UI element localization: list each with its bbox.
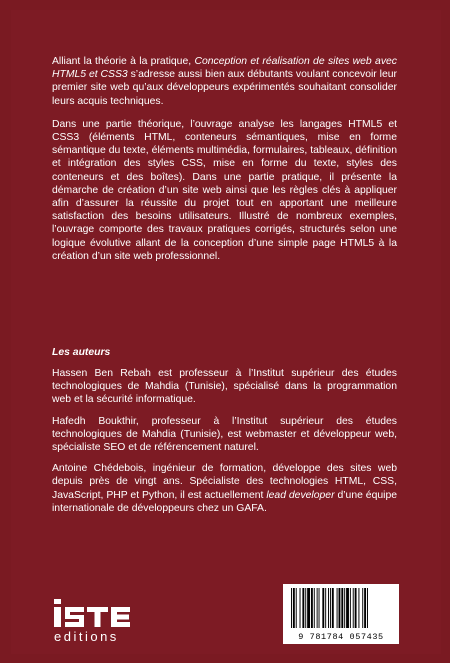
summary-text [52, 55, 397, 273]
summary-paragraph-1: Alliant la théorie à la pratique, Conception et réalisation de sites web avec HTML5 et CSS3 s’adresse aussi bien aux débutants voulant concevoir leur premier site web qu’aux développeurs expérimentés souhaitant consolider leurs acquis techniques. [52, 56, 397, 107]
book-title: Conception et réalisation de sites web avec HTML5 et CSS3 [52, 56, 397, 81]
authors-text [52, 367, 397, 523]
logo-subtitle: editions [54, 629, 119, 644]
barcode-bars [283, 584, 399, 634]
iste-editions-logo [52, 597, 152, 643]
isbn-number: 9 781784 057435 [298, 632, 384, 642]
author-2-bio: Hafedh Boukthir, professeur à l’Institut supérieur des études technologiques de Mahdia (Tunisie), est webmaster et développeur web, spécialiste SEO et de référencement naturel. [52, 415, 397, 454]
authors-heading: Les auteurs [52, 347, 111, 358]
isbn-barcode [283, 584, 399, 644]
author-3-bio: Antoine Chédebois, ingénieur de formation, développe des sites web depuis près de vingt ans. Spécialiste des technologies HTML, CSS, JavaScript, PHP et Python, il est actuellement lead developer d’une équipe internationale de développeurs chez un GAFA. [52, 463, 397, 514]
author-1-bio: Hassen Ben Rebah est professeur à l’Institut supérieur des études technologiques de Mahdia (Tunisie), spécialisé dans la programmation web et la sécurité informatique. [52, 368, 397, 406]
summary-paragraph-2: Dans une partie théorique, l’ouvrage analyse les langages HTML5 et CSS3 (éléments HTML, conteneurs sémantiques, mise en forme sémantique du texte, éléments multimédia, formulaires, tableaux, définition et intégration des styles CSS, mise en forme du texte, styles des conteneurs et des boîtes). Dans une partie pratique, il présente la démarche de création d’un site web ainsi que les règles clés à appliquer afin d’assurer la réussite du projet tout en apportant une meilleure satisfaction des besoins utilisateurs. Illustré de nombreux exemples, l’ouvrage comporte des travaux pratiques corrigés, structurés selon une logique évolutive allant de la conception d’une simple page HTML5 à la création d’un site web professionnel. [52, 118, 397, 262]
